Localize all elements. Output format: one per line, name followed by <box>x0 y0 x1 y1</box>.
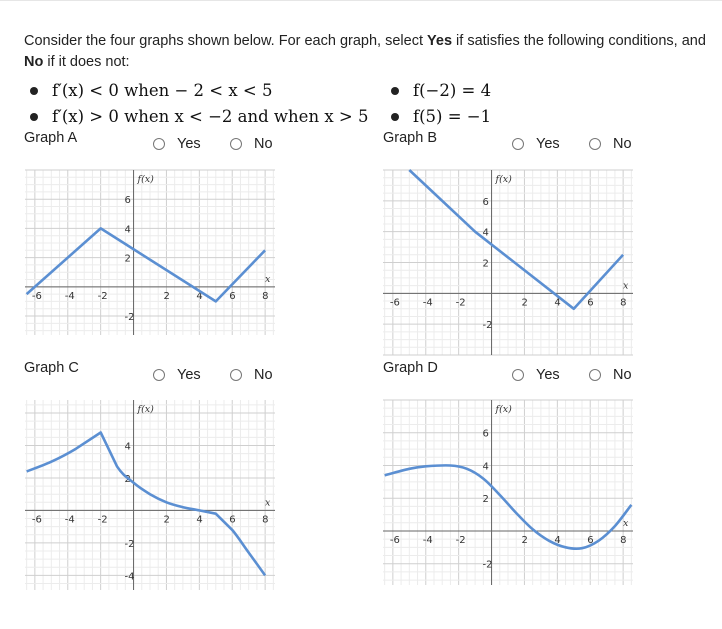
radio-circle-icon <box>589 369 601 381</box>
bullet-icon <box>30 113 38 121</box>
intro-text-mid: if satisfies the following conditions, and <box>452 33 706 49</box>
x-tick-label: -2 <box>455 534 466 546</box>
radio-label: No <box>254 136 273 152</box>
condition-item <box>385 78 491 104</box>
graph-a-plot <box>25 170 275 335</box>
x-tick-label: -6 <box>389 534 400 546</box>
bullet-icon <box>391 87 399 95</box>
radio-circle-icon <box>153 138 165 150</box>
radio-circle-icon <box>589 138 601 150</box>
radio-circle-icon <box>153 369 165 381</box>
y-tick-label: 4 <box>482 227 489 239</box>
x-tick-label: -6 <box>31 290 42 302</box>
graph-c-plot <box>25 400 275 590</box>
y-tick-label: 2 <box>482 494 489 506</box>
x-tick-label: 6 <box>587 297 594 309</box>
intro-no-bold: No <box>24 54 44 70</box>
y-tick-label: 6 <box>482 196 489 208</box>
radio-label: Yes <box>177 367 201 383</box>
y-tick-label: 6 <box>482 428 489 440</box>
x-tick-label: 4 <box>554 534 561 546</box>
x-tick-label: 6 <box>229 290 236 302</box>
f-axis-label: f(x) <box>137 404 154 415</box>
graph-a-yes-radio[interactable] <box>153 136 201 152</box>
y-tick-label: -4 <box>124 571 135 583</box>
y-tick-label: -2 <box>124 538 135 550</box>
x-tick-label: -6 <box>31 514 42 526</box>
intro-text: Consider the four graphs shown below. For each graph, select <box>24 33 428 49</box>
x-axis-label: x <box>265 497 271 509</box>
y-tick-label: -2 <box>482 559 493 571</box>
conditions-right <box>385 78 491 130</box>
y-tick-label: -2 <box>124 312 135 324</box>
x-tick-label: 2 <box>521 297 528 309</box>
condition-item <box>385 104 491 130</box>
radio-label: No <box>254 367 273 383</box>
graph-a-label: Graph A <box>24 130 78 146</box>
graph-b-no-radio[interactable] <box>589 136 632 152</box>
bullet-icon <box>391 113 399 121</box>
radio-circle-icon <box>230 138 242 150</box>
radio-label: No <box>613 136 632 152</box>
x-tick-label: 4 <box>196 290 203 302</box>
x-axis-label: x <box>623 517 629 529</box>
x-tick-label: 2 <box>163 514 170 526</box>
x-tick-label: -4 <box>422 534 433 546</box>
x-tick-label: -6 <box>389 297 400 309</box>
x-tick-label: -2 <box>97 514 108 526</box>
y-tick-label: 2 <box>124 253 131 265</box>
graph-c-no-radio[interactable] <box>230 367 273 383</box>
radio-circle-icon <box>512 369 524 381</box>
x-tick-label: 4 <box>196 514 203 526</box>
y-tick-label: 4 <box>124 224 131 236</box>
x-tick-label: 8 <box>262 290 269 302</box>
x-tick-label: 6 <box>587 534 594 546</box>
conditions-left <box>24 78 368 130</box>
f-axis-label: f(x) <box>495 174 512 185</box>
graph-d-yes-radio[interactable] <box>512 367 560 383</box>
f-axis-label: f(x) <box>495 404 512 415</box>
graph-d-plot <box>383 400 633 585</box>
graph-a-no-radio[interactable] <box>230 136 273 152</box>
x-tick-label: -2 <box>97 290 108 302</box>
condition-item <box>24 78 368 104</box>
radio-circle-icon <box>512 138 524 150</box>
x-tick-label: 8 <box>620 534 627 546</box>
graph-b-plot <box>383 170 633 355</box>
y-tick-label: 4 <box>124 441 131 453</box>
top-divider <box>0 0 722 1</box>
graph-d-no-radio[interactable] <box>589 367 632 383</box>
radio-label: Yes <box>177 136 201 152</box>
intro-yes-bold: Yes <box>427 33 453 49</box>
bullet-icon <box>30 87 38 95</box>
intro-text-end: if it does not: <box>43 54 130 70</box>
condition-item <box>24 104 368 130</box>
x-axis-label: x <box>265 273 271 285</box>
x-tick-label: 8 <box>262 514 269 526</box>
x-tick-label: -4 <box>64 514 75 526</box>
radio-circle-icon <box>230 369 242 381</box>
x-tick-label: 4 <box>554 297 561 309</box>
x-axis-label: x <box>623 280 629 292</box>
f-axis-label: f(x) <box>137 174 154 185</box>
graph-c-yes-radio[interactable] <box>153 367 201 383</box>
radio-label: Yes <box>536 136 560 152</box>
radio-label: Yes <box>536 367 560 383</box>
y-tick-label: -2 <box>482 320 493 332</box>
x-tick-label: -2 <box>455 297 466 309</box>
condition-text: f(−2) = 4 <box>413 81 492 100</box>
graph-b-label: Graph B <box>383 130 437 146</box>
y-tick-label: 2 <box>482 258 489 270</box>
condition-text: f′(x) < 0 when − 2 < x < 5 <box>52 81 273 100</box>
radio-label: No <box>613 367 632 383</box>
x-tick-label: 8 <box>620 297 627 309</box>
x-tick-label: -4 <box>422 297 433 309</box>
y-tick-label: 4 <box>482 461 489 473</box>
x-tick-label: 6 <box>229 514 236 526</box>
x-tick-label: 2 <box>163 290 170 302</box>
graph-b-yes-radio[interactable] <box>512 136 560 152</box>
graph-c-label: Graph C <box>24 360 79 376</box>
x-tick-label: 2 <box>521 534 528 546</box>
condition-text: f′(x) > 0 when x < −2 and when x > 5 <box>52 107 369 126</box>
graph-d-label: Graph D <box>383 360 438 376</box>
x-tick-label: -4 <box>64 290 75 302</box>
question-intro <box>24 31 714 73</box>
y-tick-label: 6 <box>124 195 131 207</box>
y-tick-label: 2 <box>124 473 131 485</box>
condition-text: f(5) = −1 <box>413 107 492 126</box>
